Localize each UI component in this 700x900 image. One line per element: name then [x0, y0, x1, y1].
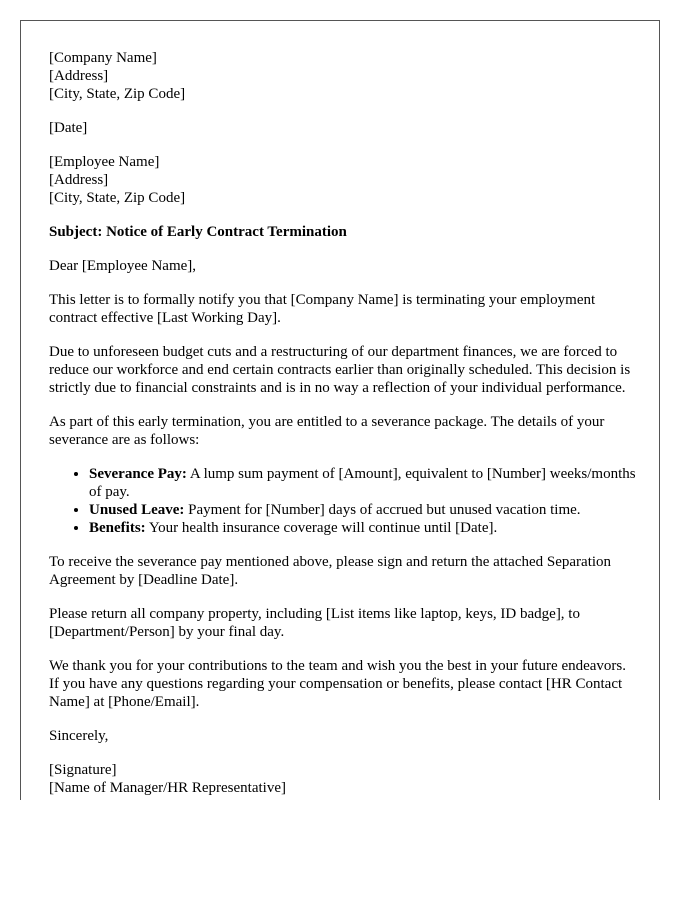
- paragraph-thanks: We thank you for your contributions to the team and wish you the best in your future endeavors. If you have any questions regarding your compensation or benefits, please contact [HR Contact Name] at [Phone/Email].: [49, 658, 626, 710]
- greeting: Dear [Employee Name],: [49, 258, 197, 274]
- date-block: [49, 119, 639, 137]
- list-item-unused-leave: [89, 501, 639, 519]
- sender-city: [City, State, Zip Code]: [49, 86, 186, 102]
- severance-list: [49, 465, 639, 537]
- closing: Sincerely,: [49, 728, 109, 744]
- recipient-city: [City, State, Zip Code]: [49, 190, 186, 206]
- recipient-name: [Employee Name]: [49, 154, 160, 170]
- paragraph-property: Please return all company property, including [List items like laptop, keys, ID badge], to [Department/Person] by your final day.: [49, 606, 580, 640]
- letter-date: [Date]: [49, 120, 88, 136]
- list-item-severance-pay: [89, 465, 639, 501]
- unused-leave-text: Payment for [Number] days of accrued but unused vacation time.: [184, 502, 581, 518]
- sender-block: [49, 49, 639, 103]
- signature: [Signature]: [49, 762, 117, 778]
- paragraph-severance-intro: As part of this early termination, you are entitled to a severance package. The details of your severance are as follows:: [49, 414, 605, 448]
- benefits-text: Your health insurance coverage will continue until [Date].: [145, 520, 498, 536]
- paragraph-notice: This letter is to formally notify you that [Company Name] is terminating your employment contract effective [Last Working Day].: [49, 292, 596, 326]
- letter-content: [49, 49, 639, 800]
- signature-block: [49, 761, 639, 797]
- signer-line: [Name of Manager/HR Representative]: [49, 780, 286, 796]
- letter-page: [20, 20, 660, 800]
- list-item-benefits: [89, 519, 639, 537]
- paragraph-reason: Due to unforeseen budget cuts and a restructuring of our department finances, we are forced to reduce our workforce and end certain contracts earlier than originally scheduled. This decision is strictly due to financial constraints and is in no way a reflection of your individual performance.: [49, 344, 631, 396]
- severance-pay-text: A lump sum payment of [Amount], equivalent to [Number] weeks/months of pay.: [89, 466, 636, 500]
- paragraph-agreement: To receive the severance pay mentioned above, please sign and return the attached Separation Agreement by [Deadline Date].: [49, 554, 612, 588]
- recipient-block: [49, 153, 639, 207]
- recipient-address: [Address]: [49, 172, 109, 188]
- subject-line: Subject: Notice of Early Contract Termination: [49, 224, 347, 240]
- sender-address: [Address]: [49, 68, 109, 84]
- sender-company: [Company Name]: [49, 50, 157, 66]
- unused-leave-label: Unused Leave:: [89, 502, 185, 518]
- benefits-label: Benefits:: [89, 520, 146, 536]
- severance-pay-label: Severance Pay:: [89, 466, 187, 482]
